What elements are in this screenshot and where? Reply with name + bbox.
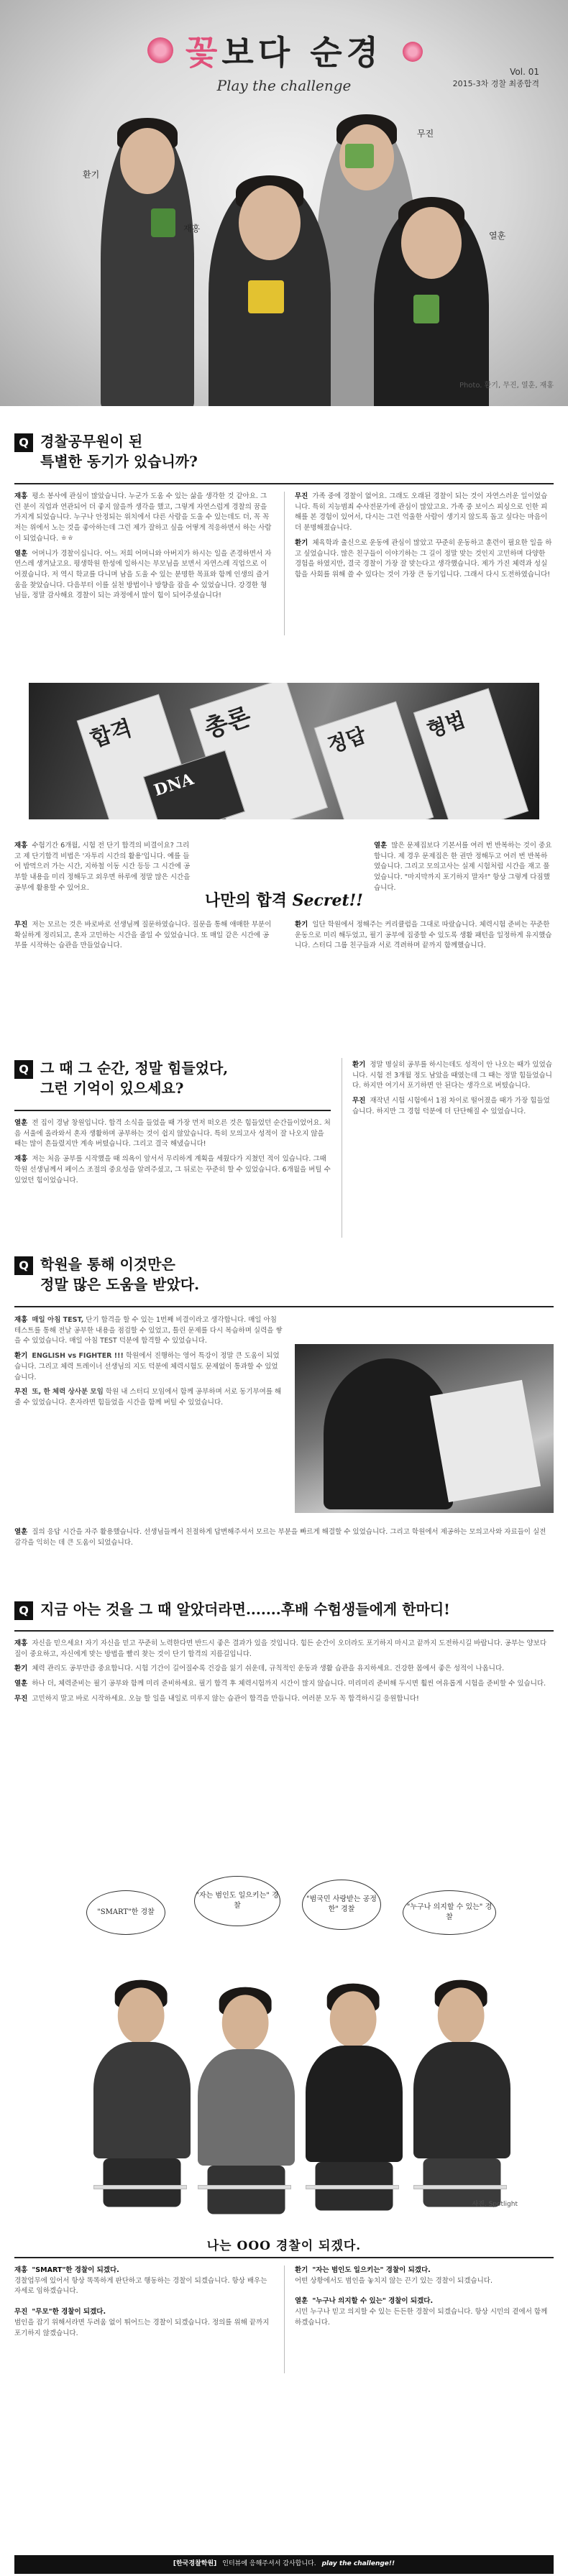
stool (306, 2185, 399, 2189)
plant-pot (413, 295, 439, 323)
answer: 무진 또, 한 체력 상사분 모임 학원 내 스터디 모임에서 함께 공부하며 서로 동기부여를 해줄 수 있었습니다. 혼자라면 힘들었을 시간을 함께 버틸 수 있었습니다. (14, 1388, 282, 1407)
pledge-headline: "SMART"한 경찰이 되겠다. (32, 2266, 119, 2274)
secret-heading: 나만의 합격 Secret!! (205, 891, 363, 910)
answer: 재홍 수험기간 6개월, 시험 전 단기 합격의 비결이요? 그리고 제 단기합격 비법은 '자투리 시간의 활용'입니다. 예를 들어 밥먹으러 가는 시간, 지하철 이동 시간 등등 그 시간에 공부할 내용을 미리 정해두고 외우면 하루에 정말 많은 시간을 공부에 활용할 수 있어요. (14, 842, 191, 892)
book-spine: 정답 (314, 702, 434, 819)
answer: 무진 고민하지 말고 바로 시작하세요. 오늘 할 일을 내일로 미루지 않는 습관이 합격을 만듭니다. 여러분 모두 꼭 합격하시길 응원합니다! (14, 1694, 419, 1703)
answer: 재홍 평소 봉사에 관심이 많았습니다. 누군가 도움 수 있는 삶을 생각한 것 같아요. 그런 분이 직업과 연관되어 더 좋지 않을까 생각을 했고, 그렇게 자연스럽게 경찰의 꿈을 가지게 되었습니다. 누구나 안정되는 위치에서 다른 사람을 도울 수 있는데도 더, 꼭 꼭 저는 위에서 노는 것을 좋아하는데 그런 제가 잘하고 싶을 어떻게 적응하면서 하는 사람이 되었습니다. ㅎㅎ (14, 492, 272, 543)
pledge-text: 경찰업무에 있어서 항상 똑똑하게 판단하고 행동하는 경찰이 되겠습니다. 항상 배우는 자세로 임하겠습니다. (14, 2276, 267, 2296)
question-title: 그 때 그 순간, 정말 힘들었다, 그런 기억이 있으세요? (40, 1059, 229, 1097)
question-hard-times (14, 1058, 228, 1098)
question-advice (14, 1599, 450, 1620)
pledge-headline: "무모"한 경찰이 되겠다. (32, 2308, 106, 2317)
pledge-text: 시민 누구나 믿고 의지할 수 있는 든든한 경찰이 되겠습니다. 항상 시민의 곁에서 함께하겠습니다. (295, 2308, 548, 2327)
books-photo (29, 683, 539, 819)
answer-column-left (14, 492, 273, 606)
book-spine: 형법 (413, 688, 528, 819)
plant-pot (151, 208, 175, 237)
issue-info (453, 66, 539, 90)
answer: 열훈 많은 문제집보다 기본서를 여러 번 반복하는 것이 중요합니다. 제 경우 문제집은 한 권만 정해두고 여러 번 반복하였습니다. 그리고 모의고사는 실제 시험처럼 시간을 재고 풀었습니다. "마지막까지 포기하지 말자!" 항상 그렇게 다짐했습니다. (374, 842, 552, 892)
pledge-headline: "누구나 의지할 수 있는" 경찰이 되겠다. (312, 2297, 434, 2306)
book-spine: DNA (143, 750, 245, 819)
footer-bar (14, 2555, 554, 2574)
pledge-name: 무진 (14, 2308, 28, 2317)
pledge-column-right (295, 2266, 554, 2339)
pledge-item (14, 2307, 273, 2339)
answer: 무진 재작년 시험 시험에서 1점 차이로 떨어졌을 때가 가장 힘들었습니다. 하지만 그 경험 덕분에 더 단단해질 수 있었습니다. (352, 1097, 550, 1116)
answer: 재홍 저는 처음 공부를 시작했을 때 의욕이 앞서서 무리하게 계획을 세웠다가 지쳤던 적이 있습니다. 그때 학원 선생님께서 페이스 조절의 중요성을 알려주셨고, 그 뒤로는 꾸준히 할 수 있었습니다. 6개월을 버틸 수 있었던 힘이었습니다. (14, 1155, 331, 1184)
name-tag-yeolhun: 열훈 (489, 231, 506, 241)
answer: 환기 체육학과 출신으로 운동에 관심이 많았고 꾸준히 운동하고 훈련이 필요한 일을 하고 싶었습니다. 많은 친구들이 이야기하는 그 길이 정말 맞는 것인지 고민하며 다양한 경험을 하였지만, 결국 경찰이 가장 잘 맞는다고 생각했습니다. 제가 가진 체력과 성실함을 사회를 위해 쓸 수 있다는 것이 가장 큰 동기입니다. 그래서 다시 도전하였습니다! (295, 538, 552, 579)
answer: 환기 체력 관리도 공부만큼 중요합니다. 시험 기간이 길어질수록 건강을 잃기 쉬운데, 규칙적인 운동과 생활 습관을 유지하세요. 건강한 몸에서 좋은 성적이 나옵니다. (14, 1665, 505, 1673)
answer: 열훈 전 집이 경남 창원입니다. 합격 소식을 들었을 때 가장 먼저 떠오른 것은 힘들었던 순간들이었어요. 처음 서울에 올라와서 혼자 생활하며 공부하는 것이 쉽지 않았습니다. 특히 모의고사 성적이 잘 나오지 않을 때는 많이 흔들렸지만 계속 버텼습니다. 그리고 결국 해냈습니다! (14, 1119, 331, 1149)
divider (14, 1306, 554, 1307)
speech-bubble: "자는 범인도 일으키는" 경찰 (194, 1876, 280, 1926)
speech-bubble: "SMART"한 경찰 (86, 1890, 165, 1935)
photo-credit: Photo. 환기, 무진, 열훈, 재홍 (459, 382, 554, 390)
footer-slogan: play the challenge!! (321, 2560, 395, 2568)
book-spine: 총론 (190, 683, 328, 819)
pledge-name: 열훈 (295, 2297, 308, 2306)
answer: 환기 ENGLISH vs FIGHTER !!! 학원에서 진행하는 영어 특강이 정말 큰 도움이 되었습니다. 그리고 체력 트레이너 선생님의 지도 덕분에 체력시험도 문제없이 통과할 수 있었습니다. (14, 1352, 280, 1381)
divider (14, 1110, 331, 1111)
group-photo (43, 1869, 525, 2214)
question-academy-help (14, 1254, 199, 1294)
question-title: 지금 아는 것을 그 때 알았더라면.......후배 수험생들에게 한마디! (40, 1601, 450, 1618)
answer: 환기 정말 명실히 공부를 하시는데도 성적이 안 나오는 때가 있었습니다. 시험 전 3개월 정도 남았을 때였는데 그 때는 정말 힘들었습니다. 하지만 여기서 포기하면 안 된다는 생각으로 버텼습니다. (352, 1061, 552, 1090)
stool (413, 2185, 507, 2189)
question-mark-badge: Q (14, 1601, 33, 1620)
person-hwangi (101, 122, 194, 406)
hero-banner (0, 0, 568, 406)
answer: 무진 저는 모르는 것은 바로바로 선생님께 질문하였습니다. 질문을 통해 애매한 부분이 확실하게 정리되고, 혼자 고민하는 시간을 줄일 수 있었습니다. 또 매일 같은 시간에 공부를 시작하는 습관을 만들었습니다. (14, 921, 272, 950)
secret-column-right-2 (295, 920, 554, 956)
question-mark-badge: Q (14, 1256, 33, 1275)
answer: 무진 가족 중에 경찰이 없어요. 그래도 오래된 경찰이 되는 것이 자연스러운 일이었습니다. 특히 지능범죄 수사전문가에 관심이 많았고요. 가족 중 보이스 피싱으로 인한 피해를 본 경험이 있어서, 다시는 그런 억울한 사람이 생기지 않도록 돕고 싶다는 마음이 더 분명해졌습니다. (295, 492, 548, 533)
issue-label: 2015-3차 경찰 최종합격 (452, 79, 539, 89)
pledge-text: 범인을 잡기 위해서라면 두려움 없이 뛰어드는 경찰이 되겠습니다. 정의를 위해 끝까지 포기하지 않겠습니다. (14, 2318, 270, 2337)
pledge-text: 어떤 상황에서도 범인을 놓치지 않는 끈기 있는 경찰이 되겠습니다. (295, 2276, 493, 2285)
pledge-item (295, 2296, 554, 2328)
volume-number: Vol. 01 (510, 67, 539, 77)
academy-answers (14, 1315, 284, 1413)
column-divider (284, 492, 285, 635)
answer: 재홍 매일 아침 TEST, 단기 합격을 할 수 있는 1번째 비결이라고 생각합니다. 매일 아침 테스트를 통해 전날 공부한 내용을 점검할 수 있었고, 틀린 문제를 다시 복습하며 실력을 쌓을 수 있었습니다. 매일 아침 TEST 덕분에 합격할 수 있었습니다. (14, 1316, 283, 1346)
answer-column-right (352, 1060, 554, 1122)
magazine-logo (137, 29, 431, 96)
pledge-name: 재홍 (14, 2266, 28, 2274)
logo-title: 꽃보다 순경 (185, 33, 383, 72)
plant-pot (345, 144, 374, 168)
divider (14, 1630, 554, 1632)
secret-column-left (14, 841, 194, 898)
pledge-item (14, 2266, 273, 2297)
divider (14, 2257, 554, 2258)
answer: 열훈 어머니가 경찰이십니다. 어느 저희 어머니와 아버지가 하시는 일을 존경하면서 자연스레 생겨났고요. 평생학원 한성에 일하시는 부모님을 보면서 자연스레 직업으로 이어졌습니다. 저 역시 학교를 다니며 남을 도울 수 있는 분명한 목표와 함께 인생의 즐거움을 찾았습니다. 다음부터 이를 실천 방법이나 방향을 잡을 수 있었습니다. 강경한 형님들, 정말 감사해요 경찰이 되는 과정에서 많이 힘이 되어주셨습니다! (14, 549, 272, 600)
answer: 환기 일단 학원에서 정해주는 커리큘럼을 그대로 따랐습니다. 체력시험 준비는 꾸준한 운동으로 미리 해두었고, 필기 공부에 집중할 수 있도록 생활 패턴을 일정하게 유지했습니다. 스터디 그룹 친구들과 서로 격려하며 끝까지 함께했습니다. (295, 921, 552, 950)
book-spine: 합격 (77, 694, 197, 819)
pledge-column-left (14, 2266, 273, 2349)
speech-bubble: "범국민 사랑받는 공정한" 경찰 (302, 1880, 381, 1930)
flower-pot (248, 280, 284, 313)
speech-bubble: "누구나 의지할 수 있는" 경찰 (403, 1890, 496, 1935)
secret-column-right (374, 841, 554, 898)
pledge-name: 환기 (295, 2266, 308, 2274)
question-mark-badge: Q (14, 1060, 33, 1079)
answer-column-left (14, 1118, 331, 1190)
name-tag-mujin: 무진 (417, 129, 434, 139)
question-title: 경찰공무원이 된 특별한 동기가 있습니까? (40, 433, 198, 470)
name-tag-jaehong: 재홍 (183, 224, 201, 234)
answer-column-right (295, 492, 554, 585)
stool (93, 2185, 187, 2189)
name-tag-hwangi: 환기 (83, 170, 100, 180)
academy-answer-wide (14, 1527, 554, 1552)
footer-brand: [한국경찰학원] (173, 2560, 217, 2568)
question-title: 학원을 통해 이것만은 정말 많은 도움을 받았다. (40, 1256, 200, 1293)
question-mark-badge: Q (14, 433, 33, 452)
answer: 열훈 하나 더, 체력준비는 필기 공부와 함께 미리 준비하세요. 필기 합격 후 체력시험까지 시간이 많지 않습니다. 미리미리 준비해 두시면 훨씬 여유롭게 시험을 준비할 수 있습니다. (14, 1680, 546, 1688)
stool (198, 2185, 291, 2189)
pledge-headline: "자는 범인도 일으키는" 경찰이 되겠다. (312, 2266, 431, 2274)
answer: 재홍 자신을 믿으세요! 자기 자신을 믿고 꾸준히 노력한다면 반드시 좋은 결과가 있을 것입니다. 힘든 순간이 오더라도 포기하지 마시고 끝까지 도전하시길 바랍니다. 공부는 양보다 질이 중요하고, 자신에게 맞는 방법을 빨리 찾는 것이 단기 합격의 지름길입니다. (14, 1639, 547, 1658)
footer-text: 인터뷰에 응해주셔서 감사합니다. (222, 2560, 316, 2568)
pledge-heading: 나는 OOO 경찰이 되겠다. (206, 2238, 362, 2253)
column-divider (284, 2266, 285, 2373)
advice-answers (14, 1639, 554, 1709)
question-motivation (14, 431, 198, 472)
study-photo (295, 1344, 554, 1513)
pledge-item (295, 2266, 554, 2286)
secret-column-left-2 (14, 920, 273, 956)
answer: 열훈 질의 응답 시간을 자주 활용했습니다. 선생님들께서 친절하게 답변해주셔서 모르는 부분을 빠르게 해결할 수 있었습니다. 그리고 학원에서 제공하는 모의고사와 자료들이 실전 감각을 익히는 데 큰 도움이 되었습니다. (14, 1528, 546, 1547)
logo-subtitle: Play the challenge (216, 76, 352, 94)
divider (14, 483, 554, 484)
group-photo-credit: 사진. Spotlight (472, 2200, 518, 2208)
